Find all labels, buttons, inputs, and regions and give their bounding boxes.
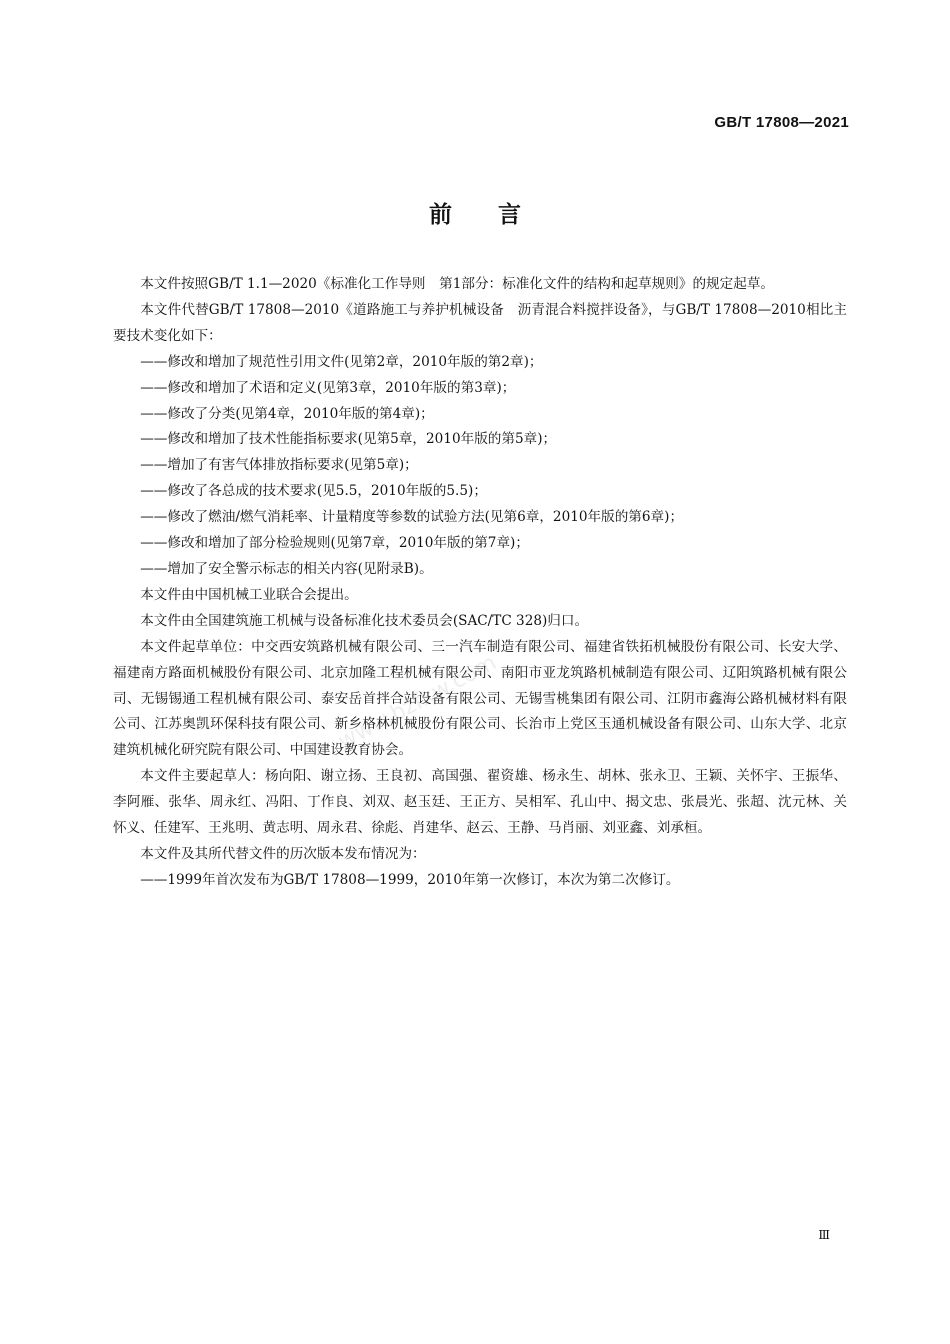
change-item: ——增加了安全警示标志的相关内容(见附录B)。 — [140, 560, 433, 577]
change-item: ——修改了燃油/燃气消耗率、计量精度等参数的试验方法(见第6章，2010年版的第6章)； — [140, 509, 684, 526]
standard-code: GB/T 17808—2021 — [714, 114, 849, 131]
history-intro-paragraph: 本文件及其所代替文件的历次版本发布情况为： — [140, 845, 426, 862]
page-number: Ⅲ — [818, 1228, 830, 1242]
change-item: ——修改了各总成的技术要求(见5.5，2010年版的5.5)； — [140, 483, 487, 500]
change-item: ——修改和增加了规范性引用文件(见第2章，2010年版的第2章)； — [140, 353, 543, 370]
drafting-basis-paragraph: 本文件按照GB/T 1.1—2020《标准化工作导则 第1部分：标准化文件的结构和起草规则》的规定起草。 — [140, 276, 775, 292]
replaces-paragraph: 本文件代替GB/T 17808—2010《道路施工与养护机械设备 沥青混合料搅拌设备》，与GB/T 17808—2010相比主要技术变化如下： — [113, 301, 847, 344]
document-body — [113, 272, 847, 894]
change-item: ——增加了有害气体排放指标要求(见第5章)； — [140, 457, 418, 474]
committee-paragraph: 本文件由全国建筑施工机械与设备标准化技术委员会(SAC/TC 328)归口。 — [140, 612, 589, 629]
watermark: www.bzfxw.com — [334, 650, 501, 755]
change-item: ——修改和增加了技术性能指标要求(见第5章，2010年版的第5章)； — [140, 431, 557, 448]
change-item: ——修改和增加了术语和定义(见第3章，2010年版的第3章)； — [140, 379, 516, 396]
drafters-paragraph: 本文件主要起草人：杨向阳、谢立扬、王良初、高国强、翟资雄、杨永生、胡林、张永卫、王颖、关怀宇、王振华、李阿雁、张华、周永红、冯阳、丁作良、刘双、赵玉廷、王正方、吴相军、孔山中、揭文忠、张晨光、张超、沈元林、关怀义、任建军、王兆明、黄志明、周永君、徐彪、肖建华、赵云、王静、马肖丽、刘亚鑫、刘承桓。 — [113, 768, 847, 837]
proposer-paragraph: 本文件由中国机械工业联合会提出。 — [140, 586, 358, 603]
change-item: ——修改和增加了部分检验规则(见第7章，2010年版的第7章)； — [140, 535, 529, 552]
drafting-units-paragraph: 本文件起草单位：中交西安筑路机械有限公司、三一汽车制造有限公司、福建省铁拓机械股份有限公司、长安大学、福建南方路面机械股份有限公司、北京加隆工程机械有限公司、南阳市亚龙筑路机械制造有限公司、辽阳筑路机械有限公司、无锡锡通工程机械有限公司、泰安岳首拌合站设备有限公司、无锡雪桃集团有限公司、江阴市鑫海公路机械材料有限公司、江苏奥凯环保科技有限公司、新乡格林机械股份有限公司、长治市上党区玉通机械设备有限公司、山东大学、北京建筑机械化研究院有限公司、中国建设教育协会。 — [113, 638, 847, 759]
page-title: 前言 — [429, 202, 567, 228]
change-item: ——修改了分类(见第4章，2010年版的第4章)； — [140, 405, 434, 422]
history-item: ——1999年首次发布为GB/T 17808—1999，2010年第一次修订，本次为第二次修订。 — [140, 871, 680, 888]
